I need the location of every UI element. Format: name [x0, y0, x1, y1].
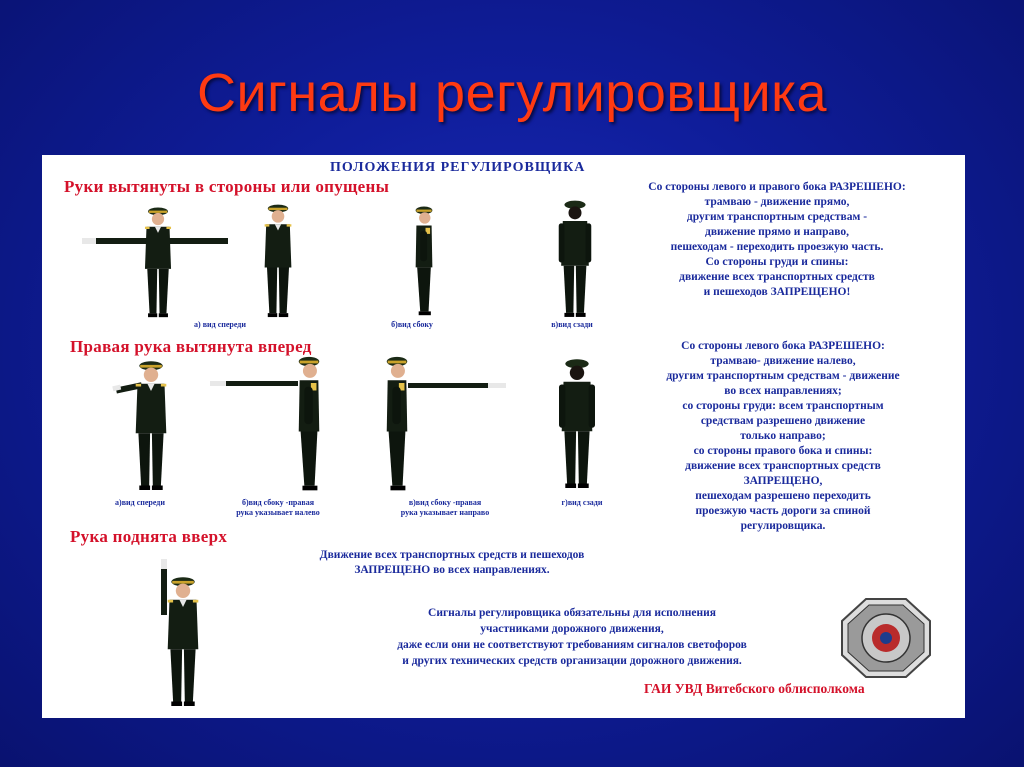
officer-right-arm-forward-front-figure	[112, 357, 180, 497]
section2-caption-back: г)вид сзади	[561, 498, 603, 507]
police-emblem-icon	[840, 597, 932, 679]
traffic-officer-poster	[42, 155, 965, 718]
officer-arms-down-front-figure	[254, 203, 304, 323]
officer-arm-raised-figure	[152, 557, 212, 715]
poster-header: ПОЛОЖЕНИЯ РЕГУЛИРОВЩИКА	[330, 160, 586, 175]
section1-caption-side: б)вид сбоку	[391, 320, 433, 329]
section1-title: Руки вытянуты в стороны или опущены	[64, 177, 390, 196]
footer-authority: ГАИ УВД Витебского облисполкома	[644, 681, 865, 696]
section2-rules: Со стороны левого бока РАЗРЕШЕНО: трамваю- движение налево, другим транспортным средствам - движение во всех направлениях; со стороны груди: всем транспортным средствам разрешено движение только направо; со стороны правого бока и спины: движение всех транспортных средств ЗАПРЕЩЕНО, пешеходам разрешено переходить проезжую часть дороги за спиной регулировщика.	[666, 340, 900, 532]
slide-title: Сигналы регулировщика	[197, 63, 827, 123]
section2-caption-side-right: в)вид сбоку -правая рука указывает направо	[400, 498, 490, 517]
officer-pointing-right-side-figure	[372, 353, 510, 497]
officer-pointing-left-side-figure	[204, 353, 334, 497]
officer-right-arm-forward-back-figure	[550, 355, 606, 497]
section1-caption-front: а) вид спереди	[194, 320, 246, 329]
section1-caption-back: в)вид сзади	[551, 320, 593, 329]
officer-side-figure	[406, 205, 446, 321]
section2-title: Правая рука вытянута вперед	[70, 337, 312, 356]
section2-caption-side-left: б)вид сбоку -правая рука указывает налево	[236, 498, 320, 517]
section3-rules: Движение всех транспортных средств и пешеходов ЗАПРЕЩЕНО во всех направлениях.	[319, 549, 585, 576]
officer-back-figure	[550, 199, 602, 323]
section1-rules: Со стороны левого и правого бока РАЗРЕШЕНО: трамваю - движение прямо, другим транспортным средствам - движение прямо и направо, пешеходам - переходить проезжую часть. Со стороны груди и спины: движение всех транспортных средств и пешеходов ЗАПРЕЩЕНО!	[648, 181, 906, 298]
officer-arms-out-front-figure	[80, 203, 236, 323]
notice-text: Сигналы регулировщика обязательны для исполнения участниками дорожного движения, даже если они не соответствуют требованиям сигналов светофоров и других технических средств организации дорожного движения.	[397, 607, 747, 667]
section2-caption-front: а)вид спереди	[115, 498, 165, 507]
section3-title: Рука поднята вверх	[70, 527, 228, 546]
